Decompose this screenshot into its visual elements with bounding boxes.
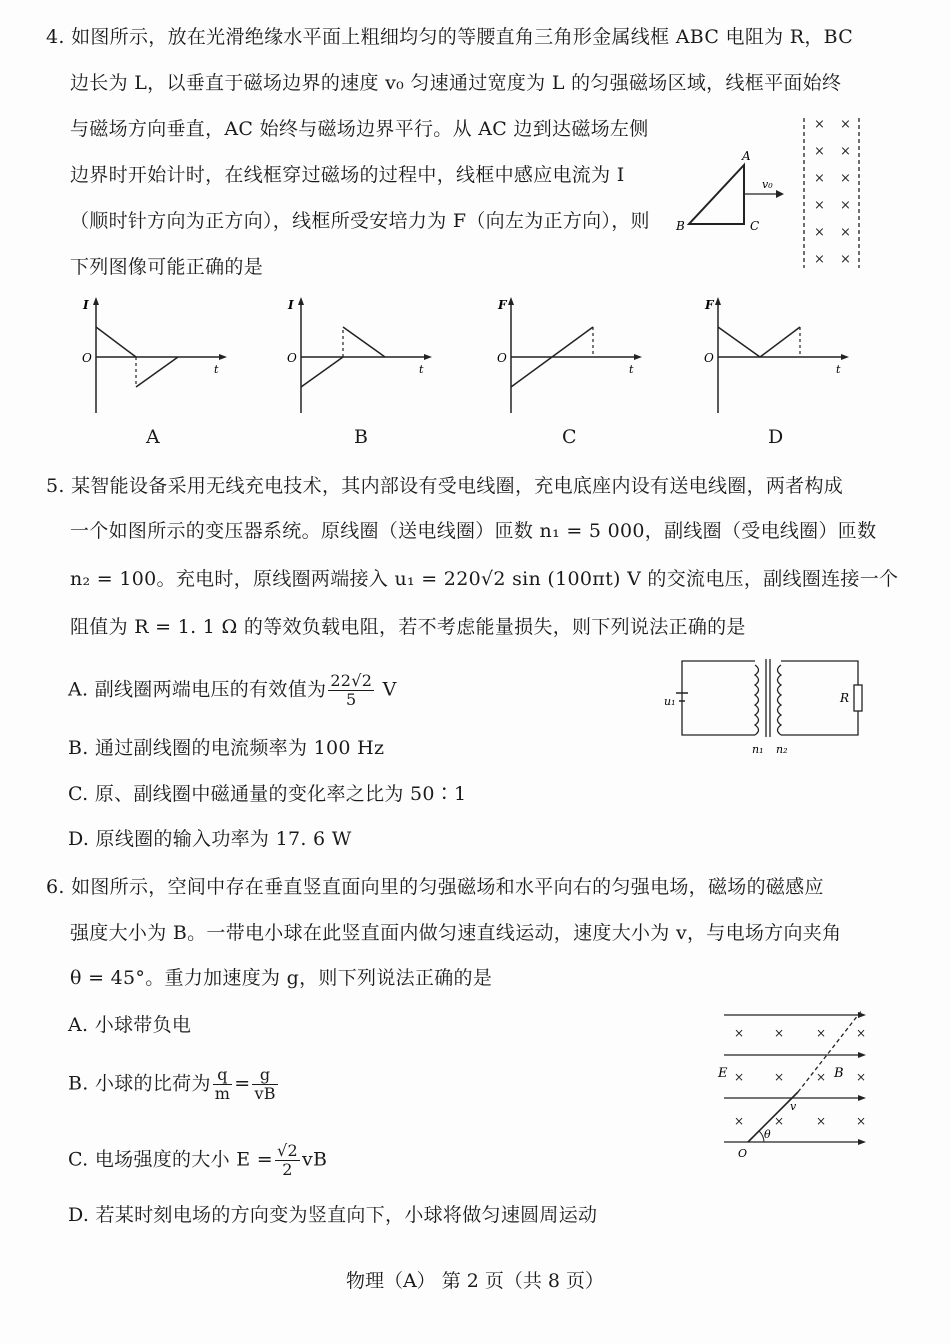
q6-option-a: A. 小球带负电 xyxy=(68,1014,192,1036)
svg-text:t: t xyxy=(419,363,424,376)
q6-line-3: θ = 45°。重力加速度为 g，则下列说法正确的是 xyxy=(70,967,493,989)
q5-option-d: D. 原线圈的输入功率为 17. 6 W xyxy=(68,828,352,850)
svg-text:θ: θ xyxy=(764,1128,771,1141)
svg-text:×: × xyxy=(734,1070,745,1084)
q4-graph-a xyxy=(78,295,228,420)
svg-text:O: O xyxy=(497,351,507,365)
svg-text:t: t xyxy=(629,363,634,376)
magnetic-field-crosses xyxy=(734,1026,866,1128)
q4-line-1: 4. 如图所示，放在光滑绝缘水平面上粗细均匀的等腰直角三角形金属线框 ABC 电阻为 R，BC xyxy=(46,26,854,48)
svg-text:E: E xyxy=(718,1066,728,1081)
q4-option-b-label: B xyxy=(354,426,368,448)
q6-line-2: 强度大小为 B。一带电小球在此竖直面内做匀速直线运动，速度大小为 v，与电场方向夹角 xyxy=(70,922,842,944)
q4-triangle-figure xyxy=(672,110,872,275)
q6-option-c: C. 电场强度的大小 E = $\frac{√2}{2}$ vB xyxy=(68,1141,328,1179)
q6-line-1: 6. 如图所示，空间中存在垂直竖直面向里的匀强磁场和水平向右的匀强电场，磁场的磁感应 xyxy=(46,876,824,898)
q4-line-4: 边界时开始计时，在线框穿过磁场的过程中，线框中感应电流为 I xyxy=(70,164,625,186)
svg-text:×: × xyxy=(840,117,851,132)
q4-option-c-label: C xyxy=(562,426,577,448)
svg-text:×: × xyxy=(814,198,825,213)
svg-text:×: × xyxy=(856,1070,867,1084)
q4-line-5: （顺时针方向为正方向），线框所受安培力为 F（向左为正方向），则 xyxy=(70,210,650,232)
svg-text:×: × xyxy=(856,1114,867,1128)
svg-text:n₁: n₁ xyxy=(752,743,764,756)
svg-text:×: × xyxy=(774,1070,785,1084)
q4-line-2: 边长为 L，以垂直于磁场边界的速度 v₀ 匀速通过宽度为 L 的匀强磁场区域，线框平面始终 xyxy=(70,72,842,94)
svg-text:O: O xyxy=(287,351,297,365)
svg-text:×: × xyxy=(816,1070,827,1084)
q5-line-1: 5. 某智能设备采用无线充电技术，其内部设有受电线圈，充电底座内设有送电线圈，两者构成 xyxy=(46,475,844,497)
vertex-c-label: C xyxy=(750,219,760,233)
q5-transformer-circuit xyxy=(660,655,870,760)
q4-graph-d xyxy=(700,295,850,420)
q6-field-figure xyxy=(712,1005,872,1160)
svg-text:×: × xyxy=(774,1114,785,1128)
q6-option-b: B. 小球的比荷为 $\frac{q}{m}$ = $\frac{g}{vB}$ xyxy=(68,1065,276,1103)
magnetic-field-crosses xyxy=(814,117,851,267)
q5-line-3: n₂ = 100。充电时，原线圈两端接入 u₁ = 220√2 sin (100πt) V 的交流电压，副线圈连接一个 xyxy=(70,568,899,590)
q5-option-b: B. 通过副线圈的电流频率为 100 Hz xyxy=(68,737,385,759)
svg-text:I: I xyxy=(83,298,89,312)
svg-text:×: × xyxy=(774,1026,785,1040)
svg-text:n₂: n₂ xyxy=(776,743,788,756)
svg-text:×: × xyxy=(814,171,825,186)
svg-text:×: × xyxy=(840,171,851,186)
svg-text:×: × xyxy=(816,1026,827,1040)
q6-option-d: D. 若某时刻电场的方向变为竖直向下，小球将做匀速圆周运动 xyxy=(68,1204,598,1226)
svg-text:×: × xyxy=(840,198,851,213)
svg-text:×: × xyxy=(734,1026,745,1040)
q5-option-a-fraction: $\frac{22√2}{5}$ xyxy=(330,671,373,709)
page-footer: 物理（A） 第 2 页（共 8 页） xyxy=(345,1270,605,1292)
svg-text:×: × xyxy=(840,252,851,267)
svg-text:×: × xyxy=(814,117,825,132)
q5-option-a: A. 副线圈两端电压的有效值为 $\frac{22√2}{5}$ V xyxy=(68,671,397,709)
svg-text:F: F xyxy=(705,298,714,312)
q4-line-6: 下列图像可能正确的是 xyxy=(70,256,264,278)
svg-text:×: × xyxy=(734,1114,745,1128)
svg-text:t: t xyxy=(214,363,219,376)
q4-option-a-label: A xyxy=(146,426,160,448)
q4-option-d-label: D xyxy=(768,426,784,448)
svg-text:×: × xyxy=(814,252,825,267)
vertex-a-label: A xyxy=(742,149,751,163)
svg-text:I: I xyxy=(288,298,294,312)
vertex-b-label: B xyxy=(676,219,685,233)
svg-text:×: × xyxy=(840,144,851,159)
svg-text:O: O xyxy=(82,351,92,365)
svg-text:×: × xyxy=(856,1026,867,1040)
q5-line-4: 阻值为 R = 1. 1 Ω 的等效负载电阻，若不考虑能量损失，则下列说法正确的是 xyxy=(70,616,746,638)
q5-option-c: C. 原、副线圈中磁通量的变化率之比为 50∶1 xyxy=(68,783,467,805)
q5-line-2: 一个如图所示的变压器系统。原线圈（送电线圈）匝数 n₁ = 5 000，副线圈（受电线圈）匝数 xyxy=(70,520,877,542)
svg-text:R: R xyxy=(840,691,850,705)
q4-line-3: 与磁场方向垂直，AC 始终与磁场边界平行。从 AC 边到达磁场左侧 xyxy=(70,118,649,140)
svg-text:t: t xyxy=(836,363,841,376)
svg-text:F: F xyxy=(498,298,507,312)
svg-text:u₁: u₁ xyxy=(664,695,676,708)
svg-text:O: O xyxy=(704,351,714,365)
svg-text:v: v xyxy=(790,1100,797,1113)
svg-text:O: O xyxy=(738,1147,748,1160)
q4-graph-c xyxy=(493,295,643,420)
svg-text:×: × xyxy=(814,225,825,240)
svg-text:×: × xyxy=(816,1114,827,1128)
q4-graph-b xyxy=(283,295,433,420)
svg-text:B: B xyxy=(834,1066,844,1081)
svg-text:×: × xyxy=(814,144,825,159)
velocity-label: v₀ xyxy=(762,178,773,191)
svg-text:×: × xyxy=(840,225,851,240)
